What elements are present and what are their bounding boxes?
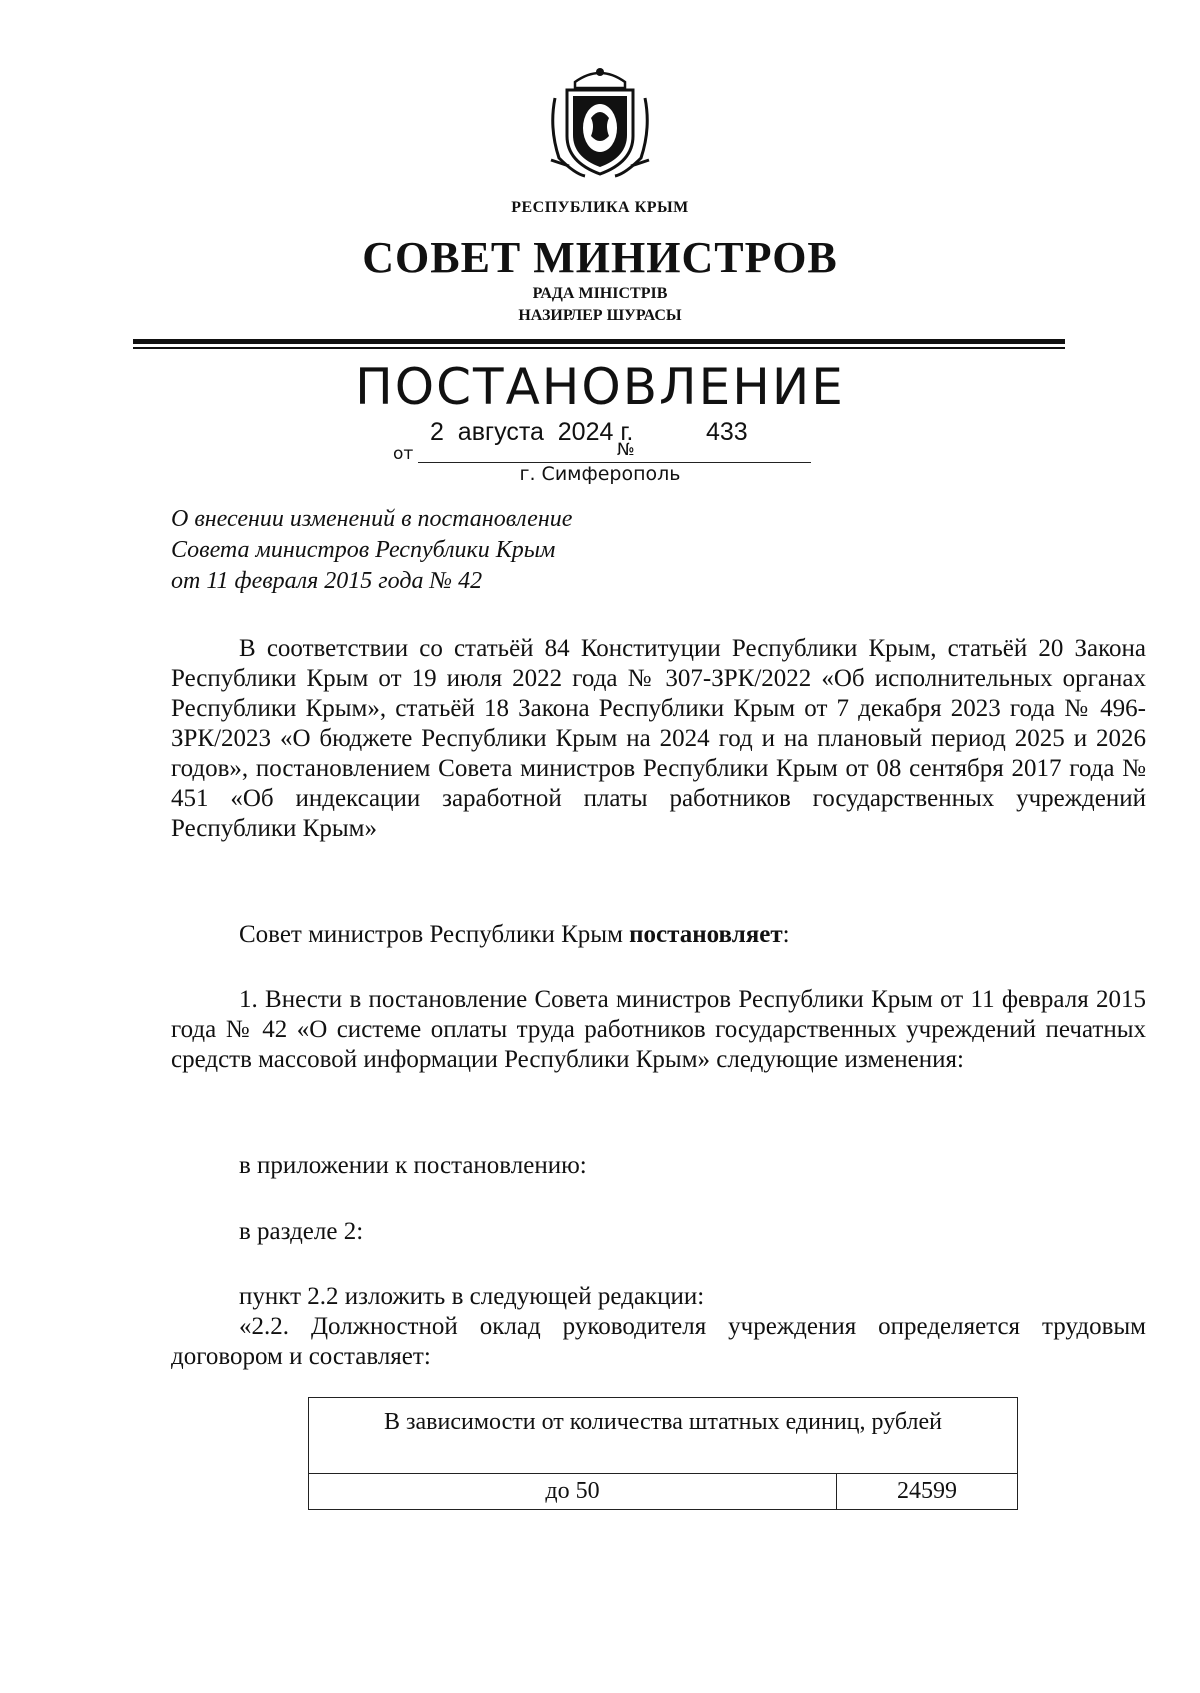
- header-rule-thick: [133, 339, 1065, 344]
- crimea-coat-of-arms: [545, 62, 655, 180]
- resolves-colon: :: [782, 921, 790, 948]
- subject-line: от 11 февраля 2015 года № 42: [171, 568, 483, 594]
- point-line: пункт 2.2 изложить в следующей редакции:: [239, 1283, 705, 1310]
- section-line: в разделе 2:: [239, 1218, 364, 1245]
- resolves-text: Совет министров Республики Крым: [239, 921, 630, 948]
- resolves-paragraph: [239, 920, 790, 950]
- council-name-ukrainian: РАДА МІНІСТРІВ: [532, 285, 668, 302]
- republic-name: РЕСПУБЛИКА КРЫМ: [511, 199, 689, 216]
- decree-number: 433: [706, 418, 748, 446]
- table-cell-range: до 50: [545, 1478, 600, 1504]
- decree-date: 2 августа 2024 г.: [430, 418, 634, 446]
- appendix-line: в приложении к постановлению:: [239, 1152, 587, 1179]
- table-cell-amount: 24599: [897, 1478, 957, 1504]
- resolves-keyword: постановляет: [629, 921, 783, 948]
- header-rule-thin: [133, 347, 1065, 349]
- decree-date-row: [0, 418, 1200, 464]
- item-1-paragraph: 1. Внести в постановление Совета министров Республики Крым от 11 февраля 2015 года № 42 «О системе оплаты труда работников государственных учреждений печатных средств массовой информации Республики Крым» следующие изменения:: [171, 986, 1146, 1073]
- number-sign: №: [617, 440, 635, 460]
- subject-line: О внесении изменений в постановление: [171, 506, 573, 532]
- decree-subject: [171, 504, 572, 597]
- salary-table: [308, 1397, 1018, 1510]
- preamble-paragraph: В соответствии со статьёй 84 Конституции Республики Крым, статьёй 20 Закона Республики Крым от 19 июля 2022 года № 307-ЗРК/2022 «Об исполнительных органах Республики Крым», статьёй 18 Закона Республики Крым от 7 декабря 2023 года № 496-ЗРК/2023 «О бюджете Республики Крым на 2024 год и на плановый период 2025 и 2026 годов», постановлением Совета министров Республики Крым от 08 сентября 2017 года № 451 «Об индексации заработной платы работников государственных учреждений Республики Крым»: [171, 635, 1146, 842]
- council-name-crimean-tatar: НАЗИРЛЕР ШУРАСЫ: [518, 307, 682, 324]
- table-header: В зависимости от количества штатных единиц, рублей: [384, 1409, 942, 1435]
- quote-paragraph: «2.2. Должностной оклад руководителя учреждения определяется трудовым договором и составляет:: [171, 1313, 1146, 1370]
- subject-line: Совета министров Республики Крым: [171, 537, 556, 563]
- council-name: СОВЕТ МИНИСТРОВ: [362, 233, 838, 282]
- decree-title: ПОСТАНОВЛЕНИЕ: [355, 358, 845, 416]
- table-row-divider: [309, 1473, 1017, 1474]
- decree-city: г. Симферополь: [519, 463, 681, 485]
- date-prefix: от: [393, 444, 414, 464]
